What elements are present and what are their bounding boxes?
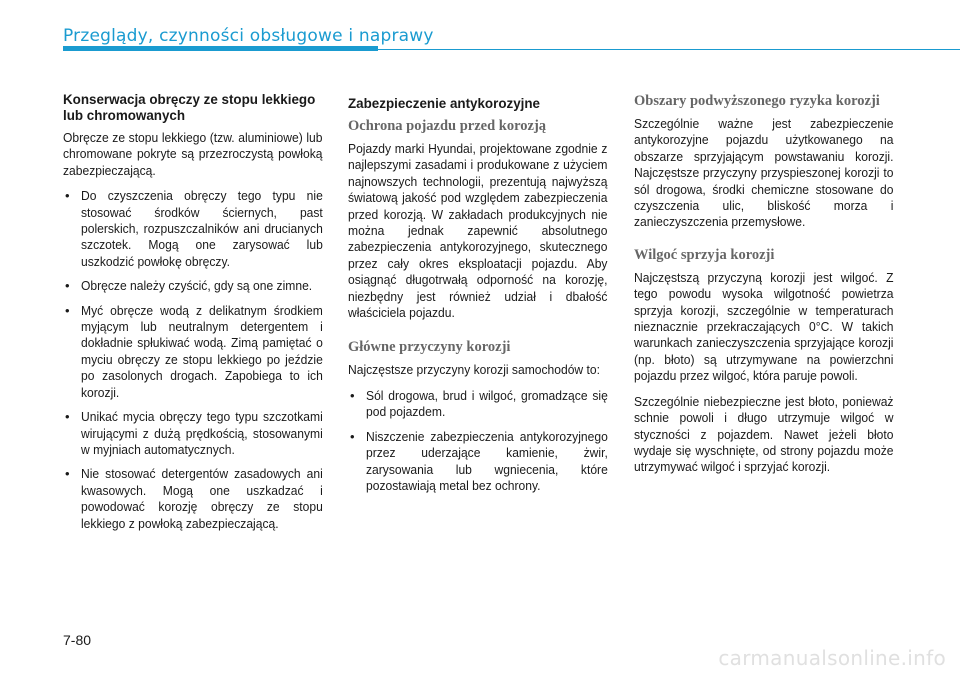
column-corrosion-protection: [348, 96, 608, 502]
list-item: • Obręcze należy czyścić, gdy są one zimne.: [65, 278, 313, 294]
list-item: • Myć obręcze wodą z delikatnym środkiem myjącym lub neutralnym detergentem i dokładnie spłukiwać wodą. Zimą pamiętać o myciu obręczy ze stopu lekkiego po jeździe po zasolonych drogach. Zapobiega to ich korozji.: [65, 302, 323, 400]
column-wheel-care: [63, 92, 323, 540]
bullet-icon: •: [65, 466, 70, 482]
list-item: • Nie stosować detergentów zasadowych ani kwasowych. Mogą one uszkadzać i powodować korozję obręczy ze stopu lekkiego z powłoką zabezpieczającą.: [65, 466, 323, 531]
list-item: • Sól drogowa, brud i wilgoć, gromadzące się pod pojazdem.: [350, 387, 608, 420]
watermark: carmanualsonline.info: [718, 646, 946, 670]
bullet-icon: •: [350, 387, 355, 403]
bullet-icon: •: [350, 428, 355, 444]
subheading-risk-areas: Obszary podwyższonego ryzyka korozji: [634, 93, 880, 109]
bullet-icon: •: [65, 188, 70, 204]
list-item: • Do czyszczenia obręczy tego typu nie stosować środków ściernych, past polerskich, rozpuszczalników ani drucianych szczotek. Mogą one zarysować lub uszkodzić powłokę obręczy.: [65, 188, 323, 269]
paragraph-main-causes: Najczęstsze przyczyny korozji samochodów to:: [348, 362, 600, 378]
heading-corrosion-protection: Zabezpieczenie antykorozyjne: [348, 96, 540, 111]
list-item: • Unikać mycia obręczy tego typu szczotkami wirującymi z dużą prędkością, stosowanymi w myjniach automatycznych.: [65, 409, 323, 457]
section-title: Przeglądy, czynności obsługowe i naprawy: [63, 26, 434, 46]
page-number: 7-80: [63, 632, 92, 648]
list-item: • Niszczenie zabezpieczenia antykorozyjnego przez uderzające kamienie, żwir, zarysowania lub wgniecenia, które pozostawiają metal bez ochrony.: [350, 428, 608, 493]
subheading-main-causes: Główne przyczyny korozji: [348, 339, 511, 356]
bullet-icon: •: [65, 302, 70, 318]
header-rule: [63, 49, 960, 50]
subheading-moisture: Wilgoć sprzyja korozji: [634, 246, 775, 263]
heading-wheel-care: Konserwacja obręczy ze stopu lekkiego lub chromowanych: [63, 92, 316, 123]
column-risk-areas: [634, 93, 894, 485]
bullet-icon: •: [65, 278, 70, 294]
list-wheel-care: [63, 188, 323, 532]
list-corrosion-causes: [348, 388, 608, 494]
subheading-vehicle-protection: Ochrona pojazdu przed korozją: [348, 118, 547, 134]
bullet-icon: •: [65, 409, 70, 425]
paragraph-wheel-intro: Obręcze ze stopu lekkiego (tzw. aluminiowe) lub chromowane pokryte są przezroczystą powłoką zabezpieczającą.: [63, 130, 323, 178]
paragraph-vehicle-protection: Pojazdy marki Hyundai, projektowane zgodnie z najlepszymi zasadami i produkowane z użyciem najnowszych technologii, prezentują najwyższą światową jakość pod względem zabezpieczenia przed korozją. W zakładach produkcyjnych nie można jednak zapewnić absolutnego zabezpieczenia antykorozyjnego, skutecznego przez cały okres eksploatacji pojazdu. Aby osiągnąć długotrwałą odporność na korozję, niezbędny jest również udział i dbałość właściciela pojazdu.: [348, 141, 608, 321]
paragraph-moisture: Najczęstszą przyczyną korozji jest wilgoć. Z tego powodu wysoka wilgotność powietrza sprzyja korozji, szczególnie w temperaturach nieznacznie przekraczających 0°C. W takich warunkach zanieczyszczenia sprzyjające korozji (np. błoto) są utrzymywane na powierzchni pojazdu przez wilgoć, która paruje powoli.: [634, 269, 894, 384]
paragraph-risk-areas: Szczególnie ważne jest zabezpieczenie antykorozyjne pojazdu użytkowanego na obszarze sprzyjającym powstawaniu korozji. Najczęstsze przyczyny przyspieszonej korozji to sól drogowa, środki chemiczne stosowane do czyszczenia ulic, bliskość morza i zanieczyszczenia przemysłowe.: [634, 116, 894, 230]
paragraph-mud: Szczególnie niebezpieczne jest błoto, ponieważ schnie powoli i długo utrzymuje wilgoć w styczności z pojazdem. Nawet jeżeli błoto wydaje się wyschnięte, od strony pojazdu może utrzymywać wilgoć i sprzyjać korozji.: [634, 393, 894, 475]
